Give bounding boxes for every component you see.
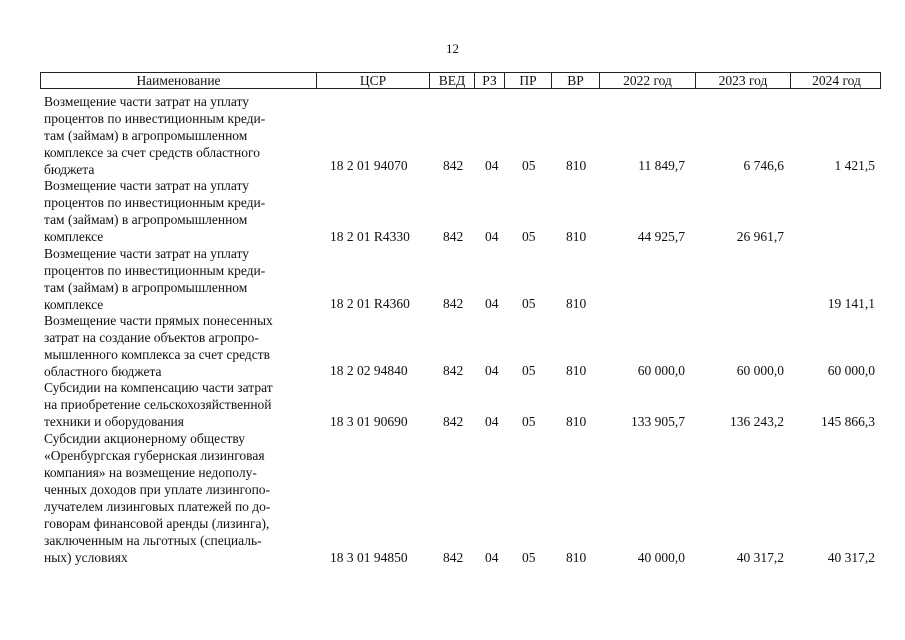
row-name [44,379,319,430]
row-csr: 18 3 01 90690 [330,414,408,429]
row-name-line: Возмещение части затрат на уплату [44,94,250,109]
row-value-2024: 19 141,1 [827,296,875,311]
row-name-line: процентов по инвестиционным креди- [44,111,266,126]
row-name [44,430,319,566]
row-csr: 18 2 02 94840 [330,363,408,378]
row-name-line: комплексе за счет средств областного [44,145,260,160]
row-csr: 18 2 01 R4360 [330,296,410,311]
row-value-2022: 44 925,7 [637,229,685,244]
row-rz: 04 [485,158,499,173]
row-ved: 842 [443,158,464,173]
row-name-line: там (займам) в агропромышленном [44,212,248,227]
row-pr: 05 [522,158,536,173]
row-value-2023: 60 000,0 [736,363,784,378]
row-name-line: бюджета [44,162,95,177]
row-csr: 18 2 01 R4330 [330,229,410,244]
row-name [44,245,319,313]
row-name-line: «Оренбургская губернская лизинговая [44,448,265,463]
row-value-2022: 133 905,7 [631,414,685,429]
row-name-line: компания» на возмещение недополу- [44,465,257,480]
row-rz: 04 [485,229,499,244]
row-name [44,93,319,178]
page-number: 12 [446,41,459,56]
row-value-2023: 6 746,6 [743,158,784,173]
row-vr: 810 [566,550,587,565]
row-vr: 810 [566,229,587,244]
row-ved: 842 [443,229,464,244]
header-vr: ВР [551,73,599,88]
row-csr: 18 2 01 94070 [330,158,408,173]
row-pr: 05 [522,229,536,244]
row-name-line: говорам финансовой аренды (лизинга), [44,516,270,531]
header-rz: РЗ [474,73,504,88]
row-vr: 810 [566,158,587,173]
row-value-2022: 60 000,0 [637,363,685,378]
row-name-line: Возмещение части прямых понесенных [44,313,273,328]
row-name-line: на приобретение сельскохозяйственной [44,397,272,412]
row-ved: 842 [443,550,464,565]
row-value-2024: 1 421,5 [834,158,875,173]
row-name-line: областного бюджета [44,364,162,379]
row-rz: 04 [485,363,499,378]
row-pr: 05 [522,363,536,378]
row-vr: 810 [566,363,587,378]
row-rz: 04 [485,550,499,565]
row-vr: 810 [566,296,587,311]
row-name-line: процентов по инвестиционным креди- [44,195,266,210]
row-value-2023: 40 317,2 [736,550,784,565]
row-rz: 04 [485,414,499,429]
row-ved: 842 [443,414,464,429]
row-name-line: заключенным на льготных (специаль- [44,533,262,548]
row-name-line: затрат на создание объектов агропро- [44,330,259,345]
row-value-2023: 26 961,7 [736,229,784,244]
row-value-2024: 145 866,3 [821,414,875,429]
row-name-line: процентов по инвестиционным креди- [44,263,266,278]
row-name [44,312,319,380]
row-name-line: ных) условиях [44,550,128,565]
row-value-2023: 136 243,2 [730,414,784,429]
row-value-2024: 60 000,0 [827,363,875,378]
row-name-line: лучателем лизинговых платежей по до- [44,499,271,514]
header-2023: 2023 год [695,73,790,88]
row-name-line: техники и оборудования [44,414,184,429]
header-csr: ЦСР [316,73,429,88]
row-name-line: мышленного комплекса за счет средств [44,347,271,362]
row-rz: 04 [485,296,499,311]
row-name-line: комплексе [44,297,104,312]
row-vr: 810 [566,414,587,429]
row-name-line: Субсидии акционерному обществу [44,431,246,446]
row-name-line: там (займам) в агропромышленном [44,280,248,295]
header-2022: 2022 год [599,73,695,88]
row-name-line: комплексе [44,229,104,244]
header-ved: ВЕД [429,73,474,88]
row-value-2022: 40 000,0 [637,550,685,565]
row-name-line: Возмещение части затрат на уплату [44,178,250,193]
row-value-2022: 11 849,7 [638,158,685,173]
row-name [44,177,319,245]
row-ved: 842 [443,363,464,378]
row-csr: 18 3 01 94850 [330,550,408,565]
header-pr: ПР [504,73,551,88]
row-pr: 05 [522,414,536,429]
row-pr: 05 [522,296,536,311]
header-2024: 2024 год [790,73,882,88]
header-name: Наименование [136,73,221,88]
row-name-line: Субсидии на компенсацию части затрат [44,380,273,395]
row-ved: 842 [443,296,464,311]
row-name-line: там (займам) в агропромышленном [44,128,248,143]
row-value-2024: 40 317,2 [827,550,875,565]
row-name-line: Возмещение части затрат на уплату [44,246,250,261]
row-pr: 05 [522,550,536,565]
row-name-line: ченных доходов при уплате лизингопо- [44,482,271,497]
